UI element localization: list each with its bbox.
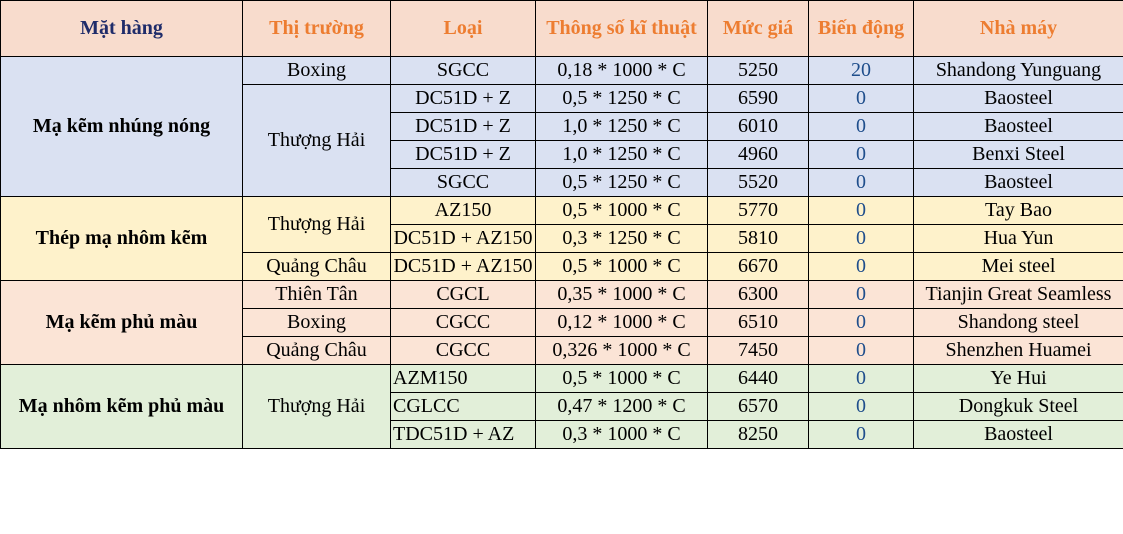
price-cell: 6590	[708, 85, 809, 113]
price-cell: 5810	[708, 225, 809, 253]
table-row	[1, 197, 1123, 225]
spec-cell: 0,5 * 1250 * C	[536, 169, 708, 197]
category-cell: Mạ kẽm phủ màu	[1, 281, 243, 365]
type-cell: DC51D + AZ150	[391, 225, 536, 253]
spec-cell: 0,35 * 1000 * C	[536, 281, 708, 309]
factory-cell: Mei steel	[914, 253, 1123, 281]
market-cell: Boxing	[243, 309, 391, 337]
type-cell: CGCC	[391, 309, 536, 337]
factory-cell: Benxi Steel	[914, 141, 1123, 169]
price-cell: 6010	[708, 113, 809, 141]
price-cell: 4960	[708, 141, 809, 169]
price-cell: 6670	[708, 253, 809, 281]
spec-cell: 0,5 * 1000 * C	[536, 253, 708, 281]
spec-cell: 0,5 * 1000 * C	[536, 365, 708, 393]
market-cell: Boxing	[243, 57, 391, 85]
table-row	[1, 365, 1123, 393]
header-thi-truong: Thị trường	[243, 1, 391, 57]
market-cell: Thượng Hải	[243, 197, 391, 253]
header-thong-so: Thông số kĩ thuật	[536, 1, 708, 57]
price-cell: 6440	[708, 365, 809, 393]
factory-cell: Dongkuk Steel	[914, 393, 1123, 421]
factory-cell: Hua Yun	[914, 225, 1123, 253]
type-cell: CGLCC	[391, 393, 536, 421]
spec-cell: 0,18 * 1000 * C	[536, 57, 708, 85]
price-cell: 5520	[708, 169, 809, 197]
spec-cell: 0,3 * 1000 * C	[536, 421, 708, 449]
spec-cell: 1,0 * 1250 * C	[536, 113, 708, 141]
factory-cell: Ye Hui	[914, 365, 1123, 393]
price-cell: 8250	[708, 421, 809, 449]
type-cell: SGCC	[391, 57, 536, 85]
factory-cell: Shenzhen Huamei	[914, 337, 1123, 365]
factory-cell: Shandong steel	[914, 309, 1123, 337]
type-cell: SGCC	[391, 169, 536, 197]
header-loai: Loại	[391, 1, 536, 57]
spec-cell: 0,5 * 1250 * C	[536, 85, 708, 113]
factory-cell: Baosteel	[914, 169, 1123, 197]
spec-cell: 1,0 * 1250 * C	[536, 141, 708, 169]
change-cell: 0	[809, 141, 914, 169]
spec-cell: 0,326 * 1000 * C	[536, 337, 708, 365]
type-cell: TDC51D + AZ	[391, 421, 536, 449]
spec-cell: 0,47 * 1200 * C	[536, 393, 708, 421]
type-cell: DC51D + Z	[391, 141, 536, 169]
type-cell: DC51D + AZ150	[391, 253, 536, 281]
price-cell: 5770	[708, 197, 809, 225]
change-cell: 0	[809, 393, 914, 421]
header-nha-may: Nhà máy	[914, 1, 1123, 57]
header-row	[1, 1, 1123, 57]
change-cell: 0	[809, 309, 914, 337]
price-cell: 7450	[708, 337, 809, 365]
market-cell: Quảng Châu	[243, 253, 391, 281]
change-cell: 0	[809, 365, 914, 393]
change-cell: 0	[809, 85, 914, 113]
category-cell: Mạ nhôm kẽm phủ màu	[1, 365, 243, 449]
change-cell: 0	[809, 421, 914, 449]
change-cell: 0	[809, 113, 914, 141]
header-bien-dong: Biến động	[809, 1, 914, 57]
price-cell: 5250	[708, 57, 809, 85]
type-cell: CGCL	[391, 281, 536, 309]
change-cell: 0	[809, 169, 914, 197]
change-cell: 0	[809, 197, 914, 225]
market-cell: Thiên Tân	[243, 281, 391, 309]
header-muc-gia: Mức giá	[708, 1, 809, 57]
change-cell: 0	[809, 281, 914, 309]
factory-cell: Baosteel	[914, 421, 1123, 449]
type-cell: DC51D + Z	[391, 113, 536, 141]
market-cell: Thượng Hải	[243, 365, 391, 449]
change-cell: 20	[809, 57, 914, 85]
market-cell: Quảng Châu	[243, 337, 391, 365]
factory-cell: Baosteel	[914, 85, 1123, 113]
category-cell: Thép mạ nhôm kẽm	[1, 197, 243, 281]
change-cell: 0	[809, 253, 914, 281]
change-cell: 0	[809, 337, 914, 365]
factory-cell: Tianjin Great Seamless	[914, 281, 1123, 309]
price-cell: 6570	[708, 393, 809, 421]
spec-cell: 0,12 * 1000 * C	[536, 309, 708, 337]
market-cell: Thượng Hải	[243, 85, 391, 197]
type-cell: CGCC	[391, 337, 536, 365]
header-mat-hang: Mặt hàng	[1, 1, 243, 57]
factory-cell: Shandong Yunguang	[914, 57, 1123, 85]
spec-cell: 0,3 * 1250 * C	[536, 225, 708, 253]
price-cell: 6300	[708, 281, 809, 309]
category-cell: Mạ kẽm nhúng nóng	[1, 57, 243, 197]
type-cell: AZ150	[391, 197, 536, 225]
spec-cell: 0,5 * 1000 * C	[536, 197, 708, 225]
type-cell: AZM150	[391, 365, 536, 393]
type-cell: DC51D + Z	[391, 85, 536, 113]
factory-cell: Baosteel	[914, 113, 1123, 141]
table-row	[1, 57, 1123, 85]
factory-cell: Tay Bao	[914, 197, 1123, 225]
price-cell: 6510	[708, 309, 809, 337]
change-cell: 0	[809, 225, 914, 253]
